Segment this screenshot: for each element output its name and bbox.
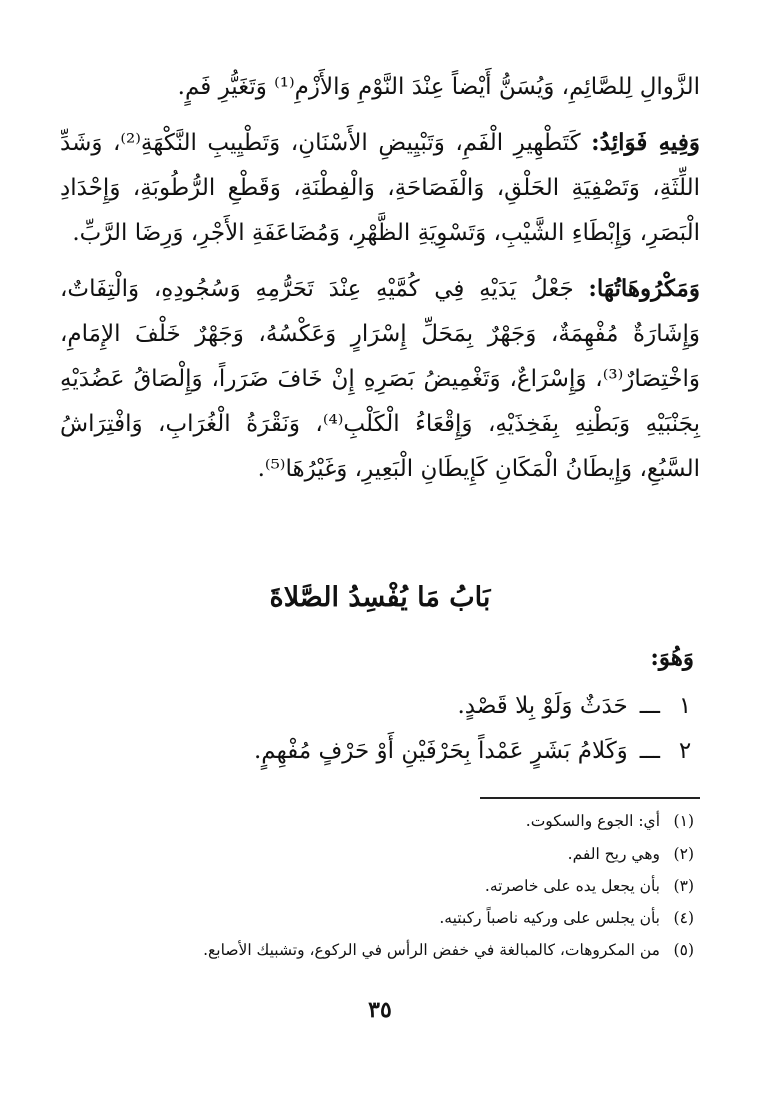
paragraph-text: الزَّوالِ لِلصَّائِمِ، وَيُسَنُّ أَيْضاً عِنْدَ النَّوْمِ وَالأَزْمِ⁽¹⁾ وَتَغَيُّرِ فَمٍ. [177,74,700,100]
footnote-number: (٥) [673,941,694,959]
main-text [60,64,700,502]
footnote-text: أي: الجوع والسكوت. [525,812,660,830]
list-item-number: ٢ [678,738,692,764]
list-item-dash: ـــ [639,693,660,719]
list-item-dash: ـــ [639,738,660,764]
paragraph-prayer-disliked [60,266,700,492]
footnote-number: (٤) [673,909,694,927]
footnote [64,845,694,863]
footnote-number: (١) [673,812,694,830]
list-item [76,738,696,764]
list-item-number: ١ [678,693,692,719]
paragraph-lead: وَمَكْرُوهَاتُهَا: [588,275,700,302]
footnote-separator [480,797,700,799]
paragraph-siwak-times [60,64,700,110]
footnote-text: وهي ريح الفم. [567,845,660,863]
list-item [76,693,696,719]
page-number: ٣٥ [368,997,392,1023]
paragraph-text: جَعْلُ يَدَيْهِ فِي كُمَّيْهِ عِنْدَ تَحَرُّمِهِ وَسُجُودِهِ، وَالْتِفَاتٌ، وَإِشَارَةٌ مُفْهِمَةٌ، وَجَهْرٌ بِمَحَلِّ إِسْرَارٍ وَعَكْسُهُ، وَجَهْرٌ خَلْفَ الإِمَامِ، وَاخْتِصَارٌ⁽³⁾، وَإِسْرَاعٌ، وَتَغْمِيضُ بَصَرِهِ إِنْ خَافَ ضَرَراً، وَإِلْصَاقُ عَضُدَيْهِ بِجَنْبَيْهِ وَبَطْنِهِ بِفَخِذَيْهِ، وَإِقْعَاءُ الْكَلْبِ⁽⁴⁾، وَنَقْرَةُ الْغُرَابِ، وَافْتِرَاشُ السَّبُعِ، وَإِيطَانُ الْمَكَانِ كَإِيطَانِ الْبَعِيرِ، وَغَيْرُهَا⁽⁵⁾. [60,276,700,482]
paragraph-text: كَتَطْهِيرِ الْفَمِ، وَتَبْيِيضِ الأَسْنَانِ، وَتَطْيِيبِ النَّكْهَةِ⁽²⁾، وَشَدِّ اللِّثَةِ، وَتَصْفِيَةِ الحَلْقِ، وَالْفَصَاحَةِ، وَالْفِطْنَةِ، وَقَطْعِ الرُّطُوبَةِ، وَإِحْدَادِ الْبَصَرِ، وَإِبْطَاءِ الشَّيْبِ، وَتَسْوِيَةِ الظَّهْرِ، وَمُضَاعَفَةِ الأَجْرِ، وَرِضَا الرَّبِّ. [60,130,700,246]
footnote-number: (٣) [673,877,694,895]
list-item-text: وَكَلامُ بَشَرٍ عَمْداً بِحَرْفَيْنِ أَوْ حَرْفٍ مُفْهِمٍ. [253,738,628,764]
chapter-title: بَابُ مَا يُفْسِدُ الصَّلاةَ [269,582,491,613]
paragraph-lead: وَفِيهِ فَوَائِدُ: [591,129,700,156]
footnote [64,941,694,959]
footnote-text: بأن يجعل يده على خاصرته. [484,877,660,895]
footnote [64,909,694,927]
footnote-text: بأن يجلس على وركيه ناصباً ركبتيه. [439,909,660,927]
list-intro: وَهُوَ: [650,644,694,671]
footnote-number: (٢) [673,845,694,863]
paragraph-siwak-benefits [60,120,700,256]
footnote [64,877,694,895]
footnote-text: من المكروهات، كالمبالغة في خفض الرأس في الركوع، وتشبيك الأصابع. [203,941,660,959]
list-item-text: حَدَثٌ وَلَوْ بِلا قَصْدٍ. [457,693,628,719]
footnote [64,812,694,830]
